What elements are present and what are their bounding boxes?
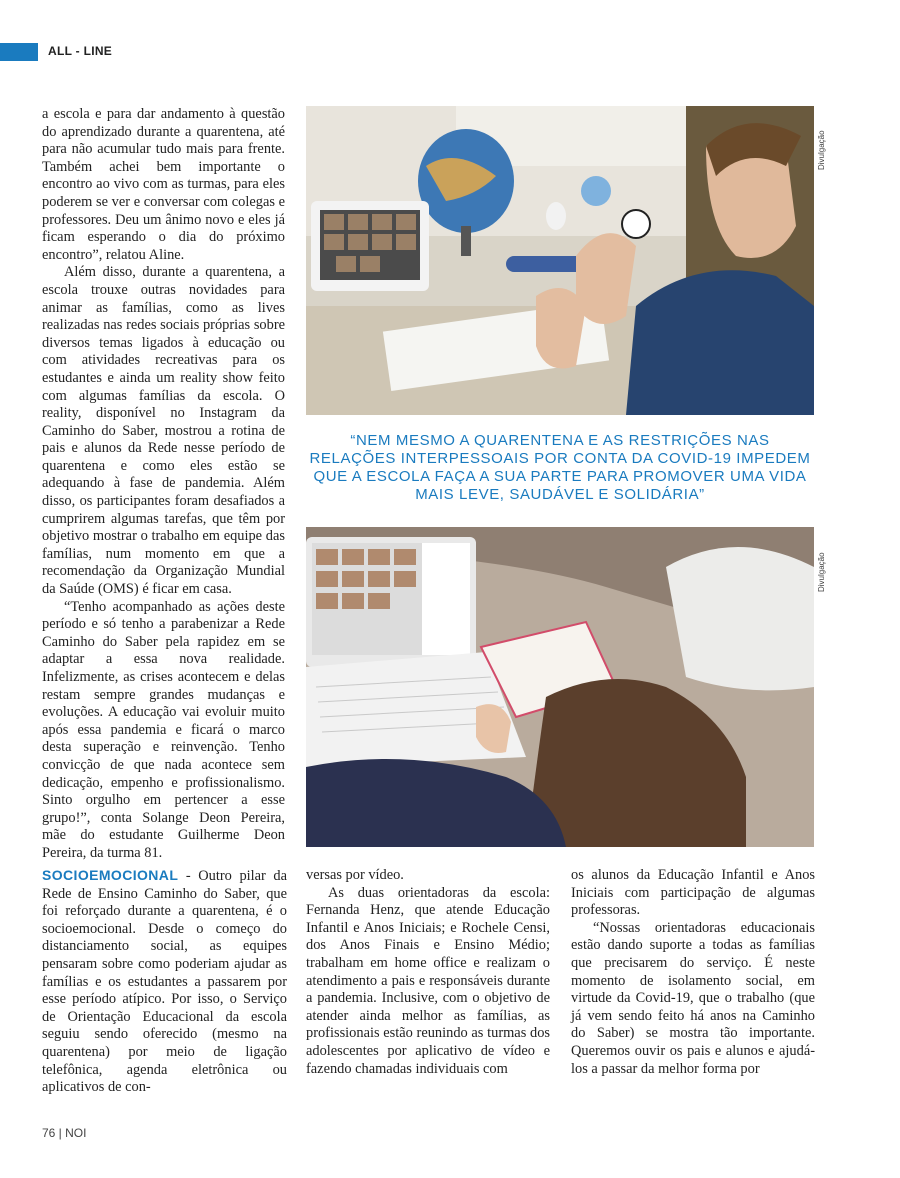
paragraph: Além disso, durante a quarentena, a escola trouxe outras novidades para animar as famílias, como as lives realizadas nas redes sociais próprias sobre diversos temas ligados à educação ou com atividades recreativas para os estudantes e ainda um reality show feito com algumas famílias da escola. O reality, disponível no Instagram da Caminho do Saber, mostrou a rotina de pais e alunos da Rede nesse período de quarentena e como eles estão se adequando à fase de pandemia. Além disso, os participantes foram desafiados a cumprirem algumas tarefas, que têm por objetivo mostrar o trabalho em equipe das famílias, num momento em que a recomendação da Organização Mundial da Saúde (OMS) é ficar em casa. xyxy=(42,264,285,598)
paragraph: “Nossas orientadoras educacionais estão dando suporte a todas as famílias que precisarem do serviço. É neste momento de isolamento social, em virtude da Covid-19, que o trabalho (que já vem sendo feito há anos na Caminho do Saber) se mostra tão importante. Queremos ouvir os pais e alunos e ajudá-los a passar da melhor forma por xyxy=(571,919,815,1077)
paragraph: os alunos da Educação Infantil e Anos Iniciais com participação de algumas professoras. xyxy=(571,867,815,919)
paragraph: As duas orientadoras da escola: Fernanda Henz, que atende Educação Infantil e Anos Iniciais; e Rochele Censi, dos Anos Finais e Ensino Médio; trabalham em home office e realizam o atendimento a pais e responsáveis durante a pandemia. Inclusive, com o objetivo de atender ainda melhor as famílias, as profissionais estão reunindo as turmas dos adolescentes por aplicativo de vídeo e fazendo chamadas individuais com xyxy=(306,884,550,1077)
article-column-1 xyxy=(42,867,287,1097)
photo-credit: Divulgação xyxy=(817,130,826,170)
pull-quote: “NEM MESMO A QUARENTENA E AS RESTRIÇÕES NAS RELAÇÕES INTERPESSOAIS POR CONTA DA COVID-19 IMPEDEM QUE A ESCOLA FAÇA A SUA PARTE PARA PROMOVER UMA VIDA MAIS LEVE, SAUDÁVEL E SOLIDÁRIA” xyxy=(309,432,811,503)
paragraph-text: - Outro pilar da Rede de Ensino Caminho do Saber, que foi reforçado durante a quarentena, é o socioemocional. Desde o começo do distanciamento social, as equipes pensaram sobre como poderiam ajudar as famílias e os estudantes a passarem por esse período atípico. Por isso, o Serviço de Orientação Educacional da escola seguiu sendo oferecido (mesmo na quarentena) por meio de ligação telefônica, agenda eletrônica ou aplicativos de con- xyxy=(42,868,287,1096)
paragraph: a escola e para dar andamento à questão do aprendizado durante a quarentena, até para não acumular tudo mais para frente. Também achei bem importante o encontro ao vivo com as turmas, para eles poderem se ver e conversar com colegas e professores. Deu um ânimo novo e eles já ficam esperando o dia do próximo encontro”, relatou Aline. xyxy=(42,106,285,263)
section-color-bar xyxy=(0,43,38,61)
subheading: SOCIOEMOCIONAL xyxy=(42,867,179,883)
article-column-left xyxy=(42,106,285,863)
paragraph xyxy=(42,867,287,1097)
paragraph: versas por vídeo. xyxy=(306,867,404,883)
article-column-3 xyxy=(571,867,815,1078)
page-number: 76 | NOI xyxy=(42,1126,87,1140)
article-column-2 xyxy=(306,867,550,1078)
photo-girl-laptop xyxy=(306,527,814,847)
paragraph: “Tenho acompanhado as ações deste período e só tenho a parabenizar a Rede Caminho do Saber pela rapidez em se adaptar a essa nova realidade. Infelizmente, as crises acontecem e delas restam sempre grandes mudanças e evoluções. A educação vai evoluir muito após essa pandemia e ficará o marco desta superação e reinvenção. Tenho convicção de que nada acontece sem dedicação, empenho e profissionalismo. Sinto orgulho em pertencer a esse grupo!”, conta Solange Deon Pereira, mãe do estudante Guilherme Deon Pereira, da turma 81. xyxy=(42,598,285,861)
section-label: ALL - LINE xyxy=(48,44,113,58)
photo-boy-video-call xyxy=(306,106,814,415)
photo-credit: Divulgação xyxy=(817,552,826,592)
